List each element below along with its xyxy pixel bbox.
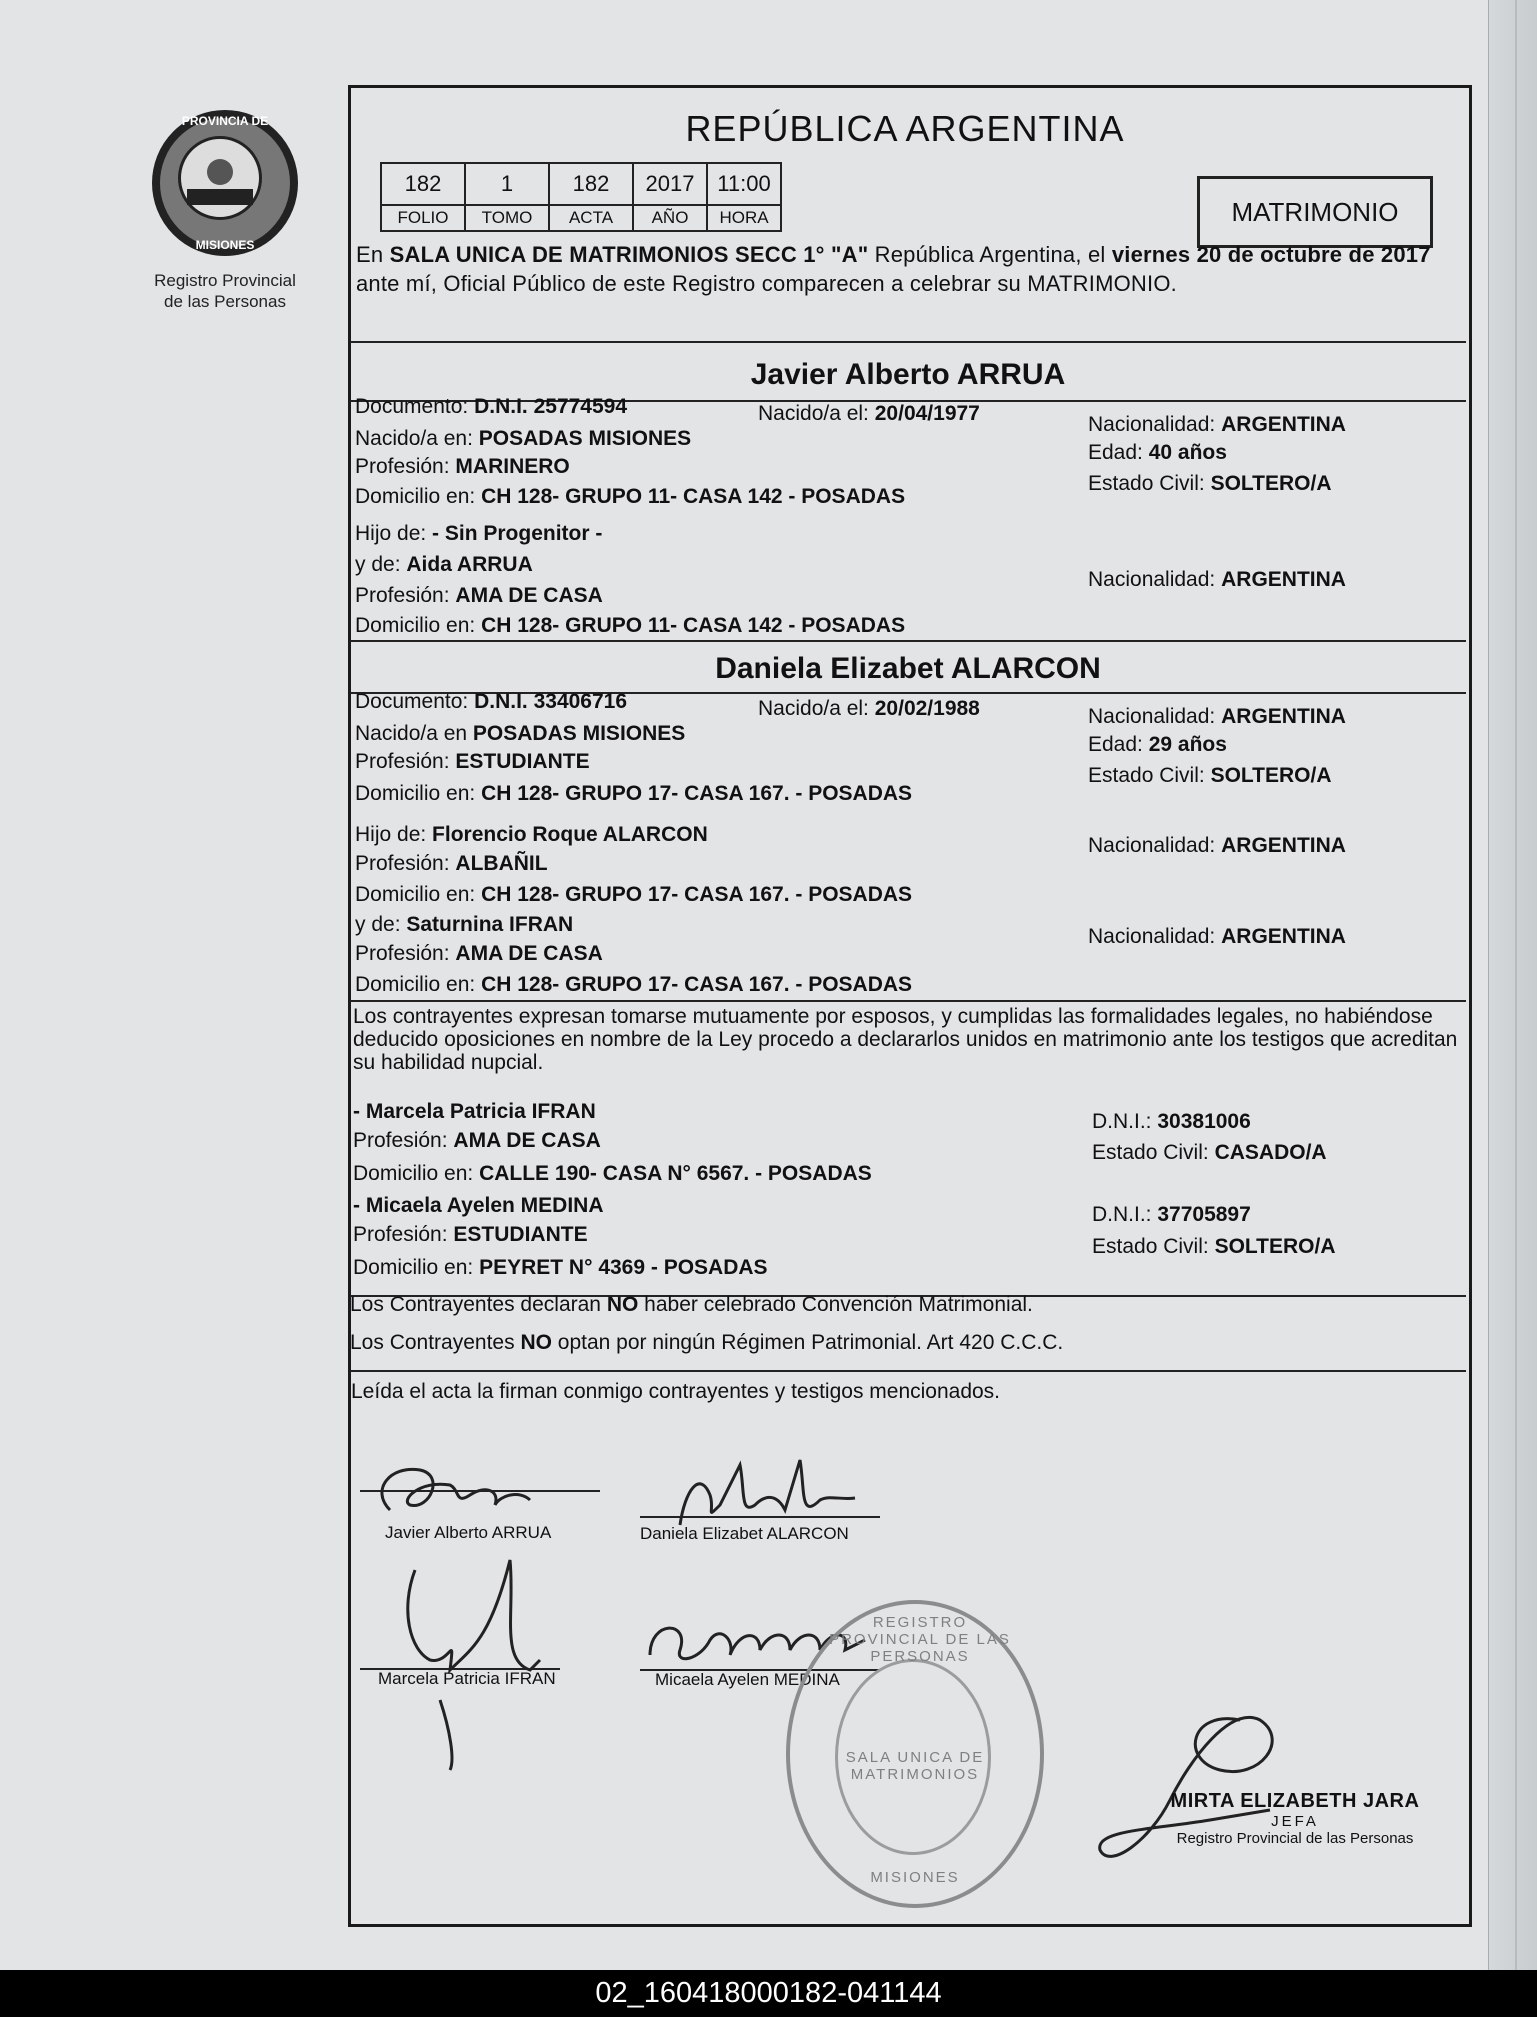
spouse2-age: Edad: 29 años <box>1088 733 1227 756</box>
folio-value: 182 <box>381 163 465 205</box>
spouse1-father: Hijo de: - Sin Progenitor - <box>355 522 603 545</box>
spouse2-birthplace: Nacido/a en POSADAS MISIONES <box>355 722 686 745</box>
year-label: AÑO <box>633 205 707 231</box>
spouse1-mother-nationality: Nacionalidad: ARGENTINA <box>1088 568 1346 591</box>
province-logo <box>150 110 300 312</box>
stamp-bottom-text: MISIONES <box>870 1869 960 1886</box>
witness1-name: - Marcela Patricia IFRAN <box>353 1100 596 1123</box>
witness2-name: - Micaela Ayelen MEDINA <box>353 1194 604 1217</box>
spouse2-father-profession: Profesión: ALBAÑIL <box>355 852 548 875</box>
tomo-value: 1 <box>465 163 549 205</box>
witness2-dni: D.N.I.: 37705897 <box>1092 1203 1251 1226</box>
country-title: REPÚBLICA ARGENTINA <box>685 108 1125 149</box>
spouse1-age: Edad: 40 años <box>1088 441 1227 464</box>
acta-label: ACTA <box>549 205 633 231</box>
spouse2-address: Domicilio en: CH 128- GRUPO 17- CASA 167. - POSADAS <box>355 782 913 805</box>
spouse2-father-address: Domicilio en: CH 128- GRUPO 17- CASA 167. - POSADAS <box>355 883 913 906</box>
declaration-paragraph: Los contrayentes expresan tomarse mutuamente por esposos, y cumplidas las formalidades legales, no habiéndose deducido oposiciones en nombre de la Ley procedo a declararlos unidos en matrimonio ante los testigos que acreditan su habilidad nupcial. <box>353 1005 1458 1074</box>
page-edge-line <box>1515 0 1517 1970</box>
year-value: 2017 <box>633 163 707 205</box>
divider <box>350 1370 1466 1372</box>
officer-organization: Registro Provincial de las Personas <box>1176 1830 1414 1847</box>
divider <box>350 341 1466 343</box>
spouse1-document: Documento: D.N.I. 25774594 <box>355 395 628 418</box>
spouse2-mother: y de: Saturnina IFRAN <box>355 913 574 936</box>
witness2-profession: Profesión: ESTUDIANTE <box>353 1223 588 1246</box>
spouse2-father-nationality: Nacionalidad: ARGENTINA <box>1088 834 1346 857</box>
officer-block <box>1160 1790 1430 1847</box>
spouse2-nationality: Nacionalidad: ARGENTINA <box>1088 705 1346 728</box>
spouse1-nationality: Nacionalidad: ARGENTINA <box>1088 413 1346 436</box>
spouse2-signature-label: Daniela Elizabet ALARCON <box>640 1524 849 1543</box>
officer-name: MIRTA ELIZABETH JARA <box>1170 1790 1420 1812</box>
tomo-label: TOMO <box>465 205 549 231</box>
witness2-civil-status: Estado Civil: SOLTERO/A <box>1092 1235 1336 1258</box>
closing-statement: Leída el acta la firman conmigo contrayentes y testigos mencionados. <box>351 1380 1001 1403</box>
spouse2-profession: Profesión: ESTUDIANTE <box>355 750 590 773</box>
spouse1-signature-icon <box>360 1450 590 1530</box>
spouse1-address: Domicilio en: CH 128- GRUPO 11- CASA 142 - POSADAS <box>355 485 906 508</box>
divider <box>350 640 1466 642</box>
hour-label: HORA <box>707 205 781 231</box>
registry-number-table <box>380 162 782 232</box>
document-type-box: MATRIMONIO <box>1197 176 1433 248</box>
spouse1-birthdate: Nacido/a el: 20/04/1977 <box>758 402 980 425</box>
witness2-address: Domicilio en: PEYRET N° 4369 - POSADAS <box>353 1256 768 1279</box>
spouse1-mother-address: Domicilio en: CH 128- GRUPO 11- CASA 142 - POSADAS <box>355 614 906 637</box>
spouse1-mother-profession: Profesión: AMA DE CASA <box>355 584 603 607</box>
witness1-profession: Profesión: AMA DE CASA <box>353 1129 601 1152</box>
spouse2-father: Hijo de: Florencio Roque ALARCON <box>355 823 708 846</box>
spouse2-civil-status: Estado Civil: SOLTERO/A <box>1088 764 1332 787</box>
witness1-civil-status: Estado Civil: CASADO/A <box>1092 1141 1327 1164</box>
witness2-signature-label: Micaela Ayelen MEDINA <box>655 1670 840 1689</box>
spouse2-name: Daniela Elizabet ALARCON <box>715 652 1101 685</box>
acta-value: 182 <box>549 163 633 205</box>
document-id-bar: 02_160418000182-041144 <box>0 1970 1537 2017</box>
officer-role: JEFA <box>1271 1813 1319 1830</box>
stamp-inner-text: SALA UNICA DE MATRIMONIOS <box>845 1749 985 1783</box>
spouse1-name: Javier Alberto ARRUA <box>750 358 1066 391</box>
page-edge <box>1488 0 1537 1970</box>
spouse2-mother-address: Domicilio en: CH 128- GRUPO 17- CASA 167. - POSADAS <box>355 973 913 996</box>
witness1-address: Domicilio en: CALLE 190- CASA N° 6567. - POSADAS <box>353 1162 872 1185</box>
logo-ring-text: PROVINCIA DE <box>181 114 269 128</box>
logo-bottom-text: MISIONES <box>195 238 255 252</box>
spouse2-mother-nationality: Nacionalidad: ARGENTINA <box>1088 925 1346 948</box>
spouse1-birthplace: Nacido/a en: POSADAS MISIONES <box>355 427 692 450</box>
intro-paragraph: En SALA UNICA DE MATRIMONIOS SECC 1° "A" República Argentina, el viernes 20 de octubre de 2017 ante mí, Oficial Público de este Registro comparecen a celebrar su MATRIMONIO. <box>356 242 1431 296</box>
witness1-signature-label: Marcela Patricia IFRAN <box>378 1669 556 1688</box>
spouse2-birthdate: Nacido/a el: 20/02/1988 <box>758 697 980 720</box>
logo-caption: Registro Provincial de las Personas <box>154 271 296 311</box>
spouse1-civil-status: Estado Civil: SOLTERO/A <box>1088 472 1332 495</box>
stamp-outer-text: REGISTRO PROVINCIAL DE LAS PERSONAS <box>829 1614 1011 1665</box>
spouse1-signature-label: Javier Alberto ARRUA <box>385 1523 552 1542</box>
divider <box>350 1000 1466 1002</box>
regime-statement: Los Contrayentes NO optan por ningún Régimen Patrimonial. Art 420 C.C.C. <box>350 1331 1064 1354</box>
spouse2-document: Documento: D.N.I. 33406716 <box>355 690 628 713</box>
witness1-dni: D.N.I.: 30381006 <box>1092 1110 1251 1133</box>
spouse1-mother: y de: Aida ARRUA <box>355 553 533 576</box>
hour-value: 11:00 <box>707 163 781 205</box>
official-stamp-icon <box>786 1600 1044 1908</box>
spouse2-mother-profession: Profesión: AMA DE CASA <box>355 942 603 965</box>
convention-statement: Los Contrayentes declaran NO haber celebrado Convención Matrimonial. <box>350 1293 1033 1316</box>
spouse1-profession: Profesión: MARINERO <box>355 455 570 478</box>
witness1-signature-icon <box>380 1550 580 1775</box>
folio-label: FOLIO <box>381 205 465 231</box>
province-seal-icon <box>152 110 298 256</box>
